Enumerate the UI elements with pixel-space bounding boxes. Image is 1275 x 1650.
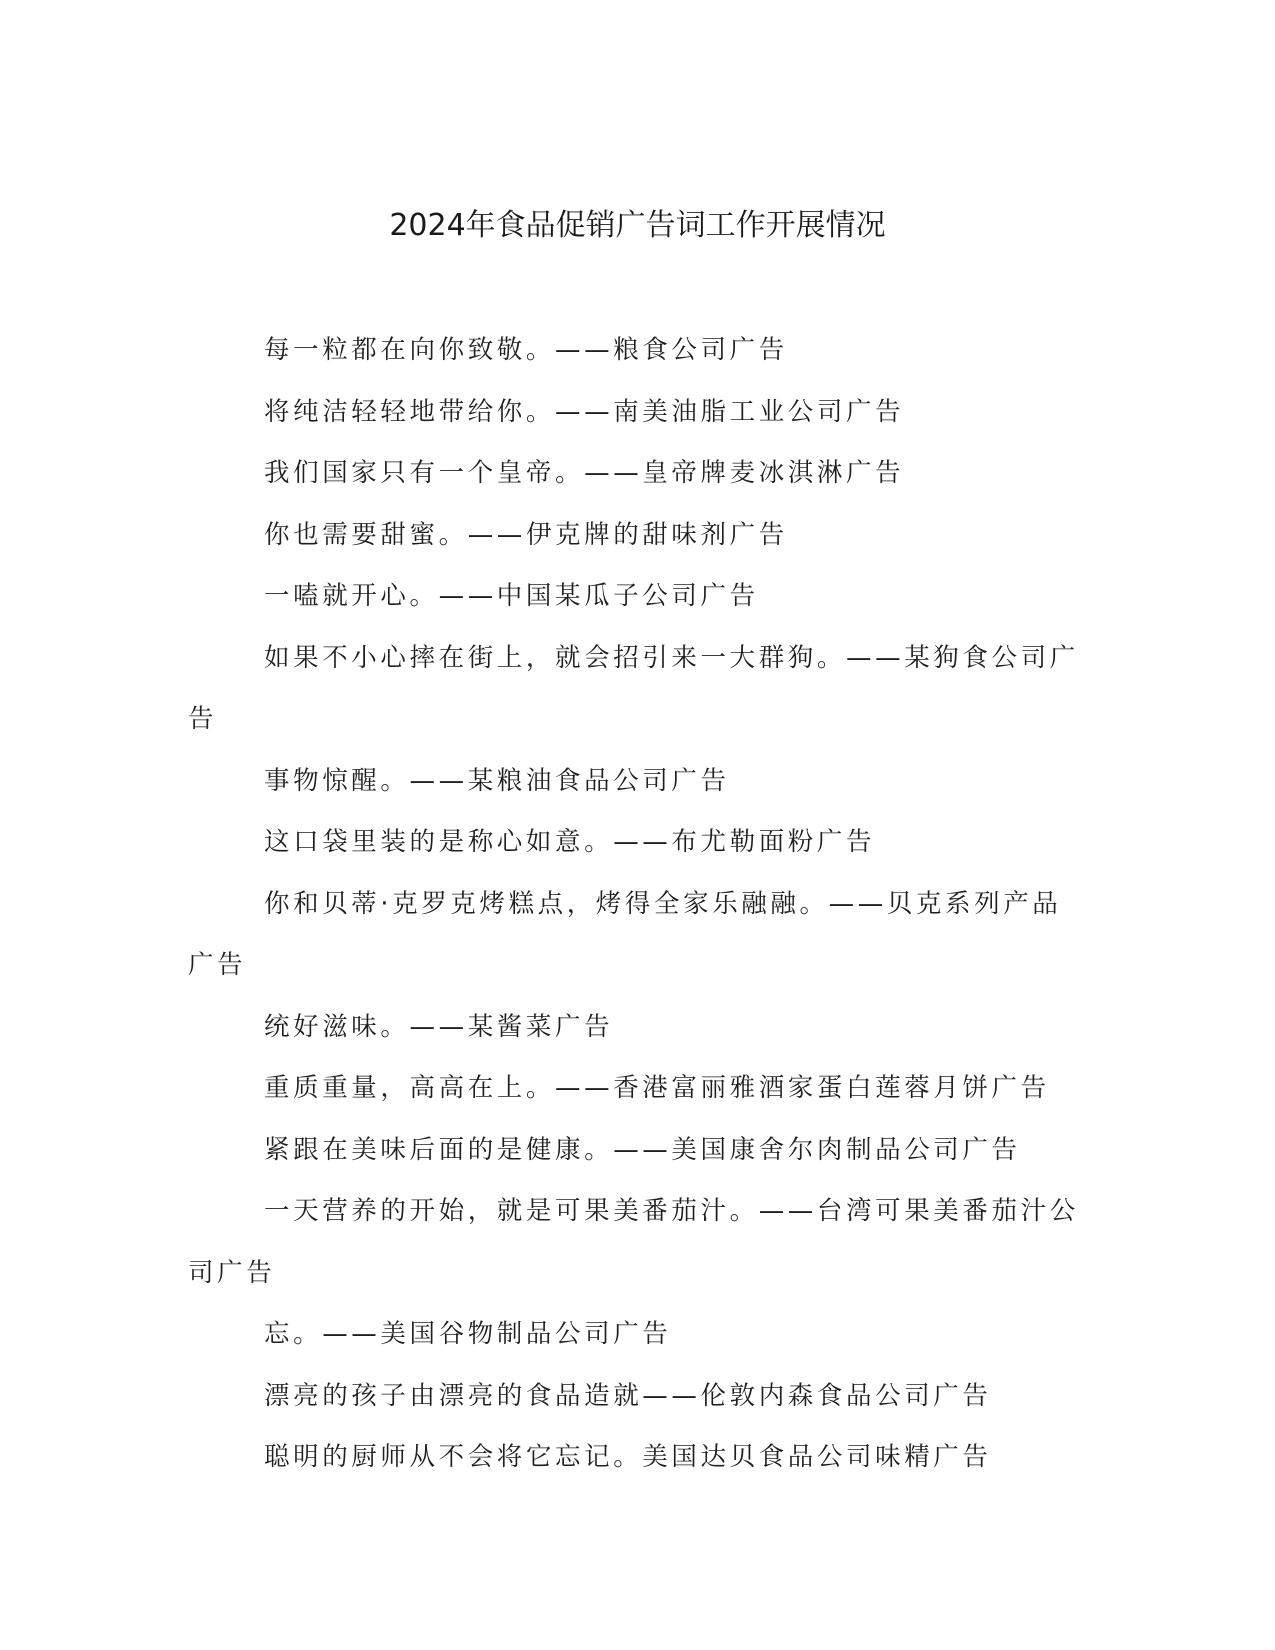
slogan-paragraph: 我们国家只有一个皇帝。——皇帝牌麦冰淇淋广告 <box>264 458 905 488</box>
document-body <box>188 320 1088 1489</box>
slogan-paragraph: 将纯洁轻轻地带给你。——南美油脂工业公司广告 <box>264 396 905 427</box>
slogan-paragraph: 如果不小心摔在街上，就会招引来一大群狗。——某狗食公司广告 <box>188 642 1079 734</box>
slogan-paragraph: 忘。——美国谷物制品公司广告 <box>264 1319 672 1349</box>
slogan-paragraph: 事物惊醒。——某粮油食品公司广告 <box>264 765 730 796</box>
slogan-paragraph: 重质重量，高高在上。——香港富丽雅酒家蛋白莲蓉月饼广告 <box>264 1073 1050 1103</box>
slogan-paragraph: 你和贝蒂·克罗克烤糕点，烤得全家乐融融。——贝克系列产品广告 <box>188 888 1062 980</box>
slogan-paragraph: 一嗑就开心。——中国某瓜子公司广告 <box>264 581 759 611</box>
slogan-paragraph: 紧跟在美味后面的是健康。——美国康舍尔肉制品公司广告 <box>264 1134 1021 1165</box>
slogan-paragraph: 这口袋里装的是称心如意。——布尤勒面粉广告 <box>264 827 876 857</box>
slogan-paragraph: 每一粒都在向你致敬。——粮食公司广告 <box>264 335 788 365</box>
slogan-paragraph: 漂亮的孩子由漂亮的食品造就——伦敦内森食品公司广告 <box>264 1380 992 1411</box>
slogan-paragraph: 一天营养的开始，就是可果美番茄汁。——台湾可果美番茄汁公司广告 <box>188 1196 1079 1288</box>
slogan-paragraph: 统好滋味。——某酱菜广告 <box>264 1011 614 1042</box>
slogan-paragraph: 你也需要甜蜜。——伊克牌的甜味剂广告 <box>264 519 788 550</box>
slogan-paragraph: 聪明的厨师从不会将它忘记。美国达贝食品公司味精广告 <box>264 1442 992 1472</box>
document-title: 2024年食品促销广告词工作开展情况 <box>389 208 886 243</box>
